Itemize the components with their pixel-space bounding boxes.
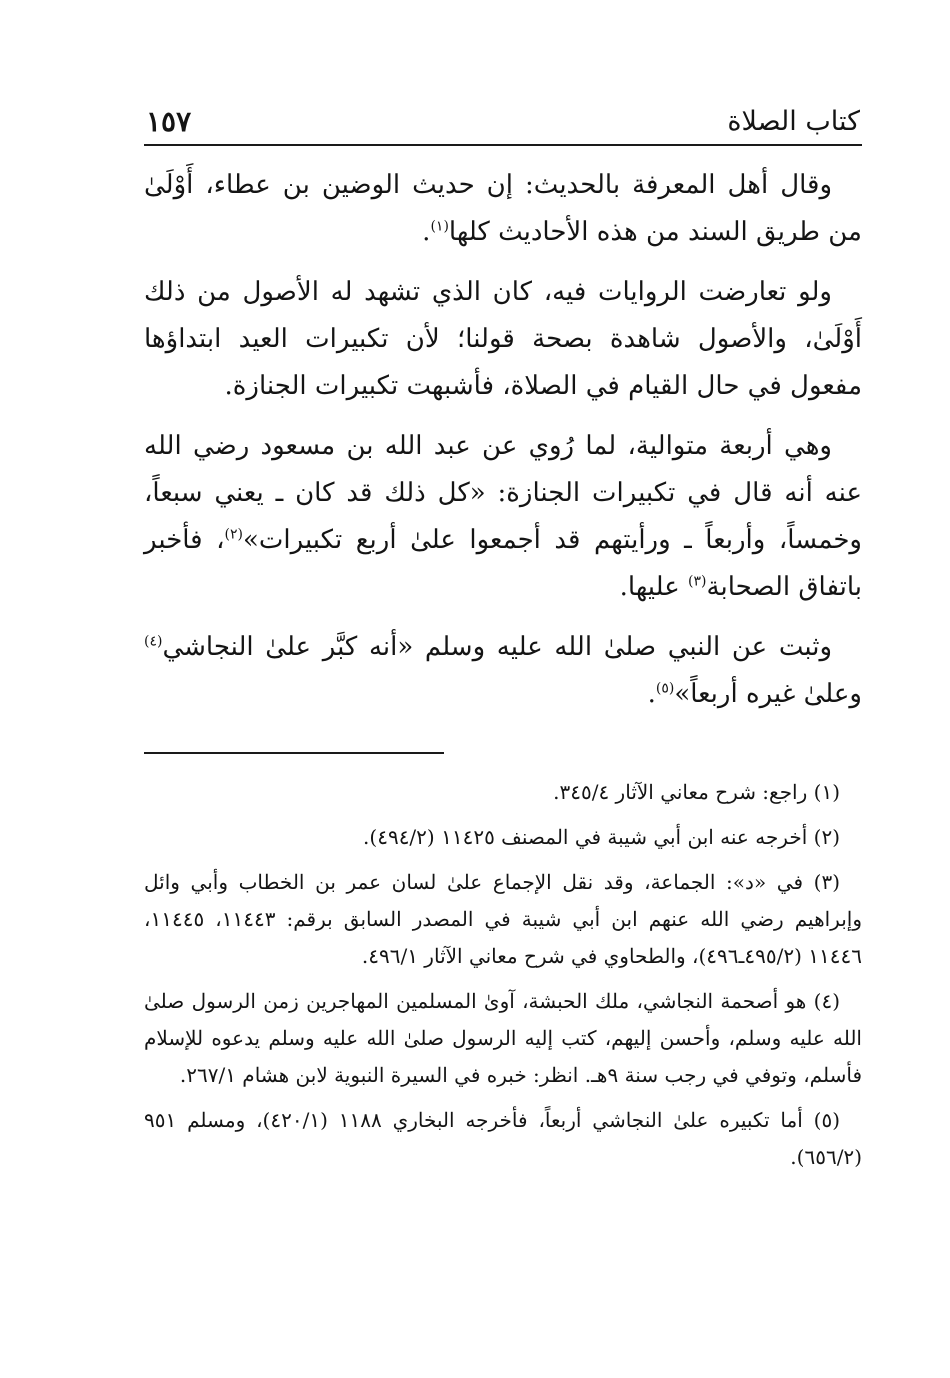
text-run: وعلىٰ غيره أربعاً» — [674, 679, 862, 709]
footnote-ref-5[interactable]: (٥) — [655, 680, 675, 697]
footnote-2: (٢) أخرجه عنه ابن أبي شيبة في المصنف ١١٤٢٥ (٤٩٤/٢). — [363, 825, 840, 849]
running-header — [144, 96, 862, 146]
footnote-ref-2[interactable]: (٢) — [224, 526, 243, 543]
text-run: . — [422, 217, 431, 247]
text-run: وقال أهل المعرفة بالحديث: إن حديث الوضين بن عطاء، أَوْلَىٰ من طريق السند من هذه الأحاديث كلها — [144, 170, 862, 247]
footnote-ref-3[interactable]: (٣) — [688, 573, 707, 590]
page-number: ١٥٧ — [146, 105, 192, 138]
text-run: ولو تعارضت الروايات فيه، كان الذي تشهد له الأصول من ذلك أَوْلَىٰ، والأصول شاهدة بصحة قولنا؛ لأن تكبيرات العيد ابتداؤها مفعول في حال القيام في الصلاة، فأشبهت تكبيرات الجنازة. — [144, 277, 862, 401]
footnote-ref-1[interactable]: (١) — [430, 218, 449, 235]
text-run: . — [647, 679, 656, 709]
main-text — [144, 162, 862, 718]
text-run: وثبت عن النبي صلىٰ الله عليه وسلم «أنه كبَّر علىٰ النجاشي — [162, 632, 832, 662]
paragraph-3 — [144, 423, 862, 611]
text-run: وهي أربعة متوالية، لما رُوي عن عبد الله بن مسعود رضي الله عنه أنه قال في تكبيرات الجنازة: «كل ذلك قد كان ـ يعني سبعاً، وخمساً، وأربعاً ـ ورأيتهم قد أجمعوا علىٰ أربع تكبيرات» — [144, 431, 862, 555]
text-run: عليها. — [619, 572, 689, 602]
footnote-3: (٣) في «د»: الجماعة، وقد نقل الإجماع علىٰ لسان عمر بن الخطاب وأبي وائل وإبراهيم رضي الله عنهم ابن أبي شيبة في المصدر السابق برقم: ١١٤٤٣، ١١٤٤٥، ١١٤٤٦ (٤٩٥/٢ـ٤٩٦)، والطحاوي في شرح معاني الآثار ٤٩٦/١. — [144, 870, 862, 968]
footnote-5: (٥) أما تكبيره علىٰ النجاشي أربعاً، فأخرجه البخاري ١١٨٨ (٤٢٠/١)، ومسلم ٩٥١ (٦٥٦/٢). — [144, 1108, 862, 1169]
paragraph-1 — [144, 162, 862, 256]
footnotes — [144, 774, 862, 1176]
footnote-ref-4[interactable]: (٤) — [144, 633, 163, 650]
book-page — [144, 96, 862, 1184]
footnote-1: (١) راجع: شرح معاني الآثار ٣٤٥/٤. — [553, 780, 840, 804]
paragraph-2 — [144, 269, 862, 410]
chapter-title: كتاب الصلاة — [727, 106, 860, 137]
footnote-4: (٤) هو أصحمة النجاشي، ملك الحبشة، آوىٰ المسلمين المهاجرين زمن الرسول صلىٰ الله عليه وسلم، وأحسن إليهم، كتب إليه الرسول صلىٰ الله عليه وسلم يدعوه للإسلام فأسلم، وتوفي في رجب سنة ٩هـ. انظر: خبره في السيرة النبوية لابن هشام ٢٦٧/١. — [144, 989, 862, 1087]
text-run: ، فأخبر باتفاق الصحابة — [144, 525, 862, 602]
paragraph-4 — [144, 624, 862, 718]
footnote-separator — [144, 752, 444, 754]
